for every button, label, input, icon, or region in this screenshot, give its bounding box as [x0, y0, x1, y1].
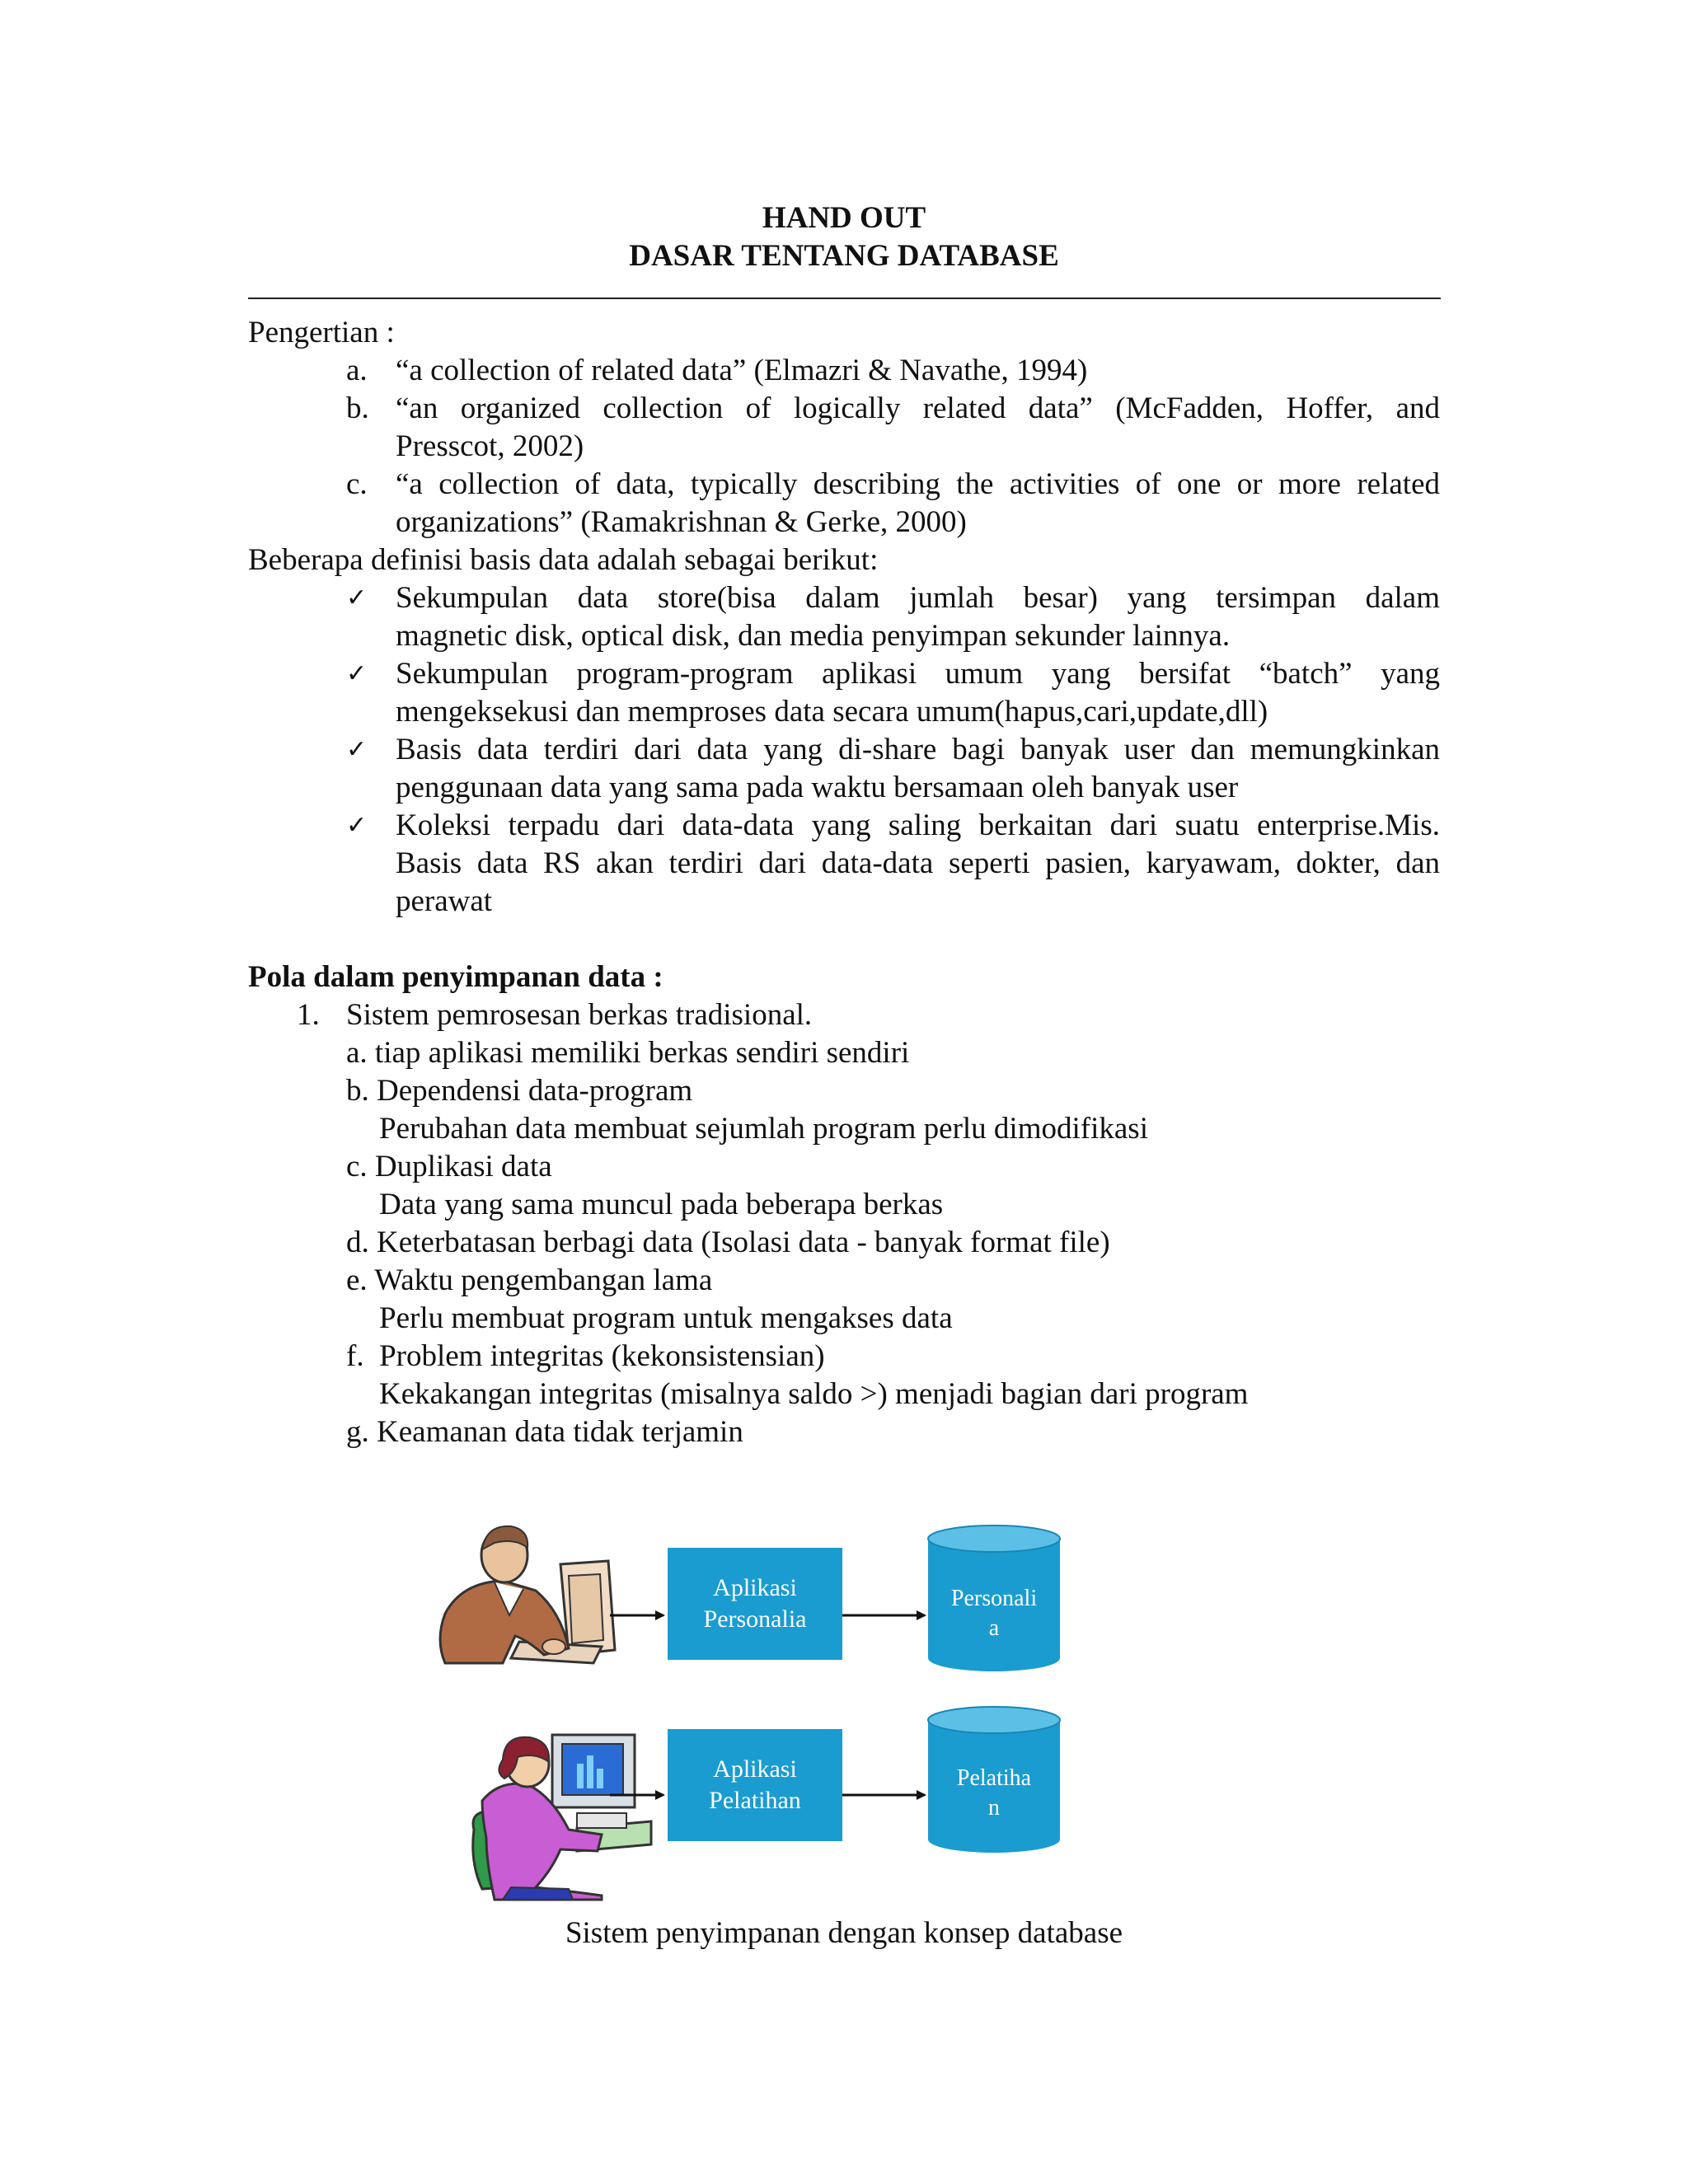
pengertian-marker-c: c. — [346, 467, 368, 501]
check-icon: ✓ — [346, 811, 368, 840]
definisi-item1-line2: magnetic disk, optical disk, dan media penyimpan sekunder lainnya. — [396, 619, 1231, 653]
app1-label-line1: Aplikasi — [713, 1574, 797, 1601]
pola-sub-b: b. Dependensi data-program — [346, 1074, 693, 1108]
db2-label — [928, 1764, 1060, 1823]
pola-sub-e-detail: Perlu membuat program untuk mengakses data — [379, 1301, 953, 1335]
pengertian-item-c-line2: organizations” (Ramakrishnan & Gerke, 2000) — [396, 505, 967, 539]
pola-sub-e: e. Waktu pengembangan lama — [346, 1263, 713, 1297]
definisi-item3-line2: penggunaan data yang sama pada waktu bersamaan oleh banyak user — [396, 771, 1239, 804]
app1-label-line2: Personalia — [703, 1605, 807, 1633]
definisi-item2-line2: mengeksekusi dan memproses data secara umum(hapus,cari,update,dll) — [396, 695, 1268, 729]
check-icon: ✓ — [346, 735, 368, 764]
pola-sub-d: d. Keterbatasan berbagi data (Isolasi data - banyak format file) — [346, 1226, 1110, 1259]
woman-at-computer-icon — [473, 1735, 651, 1900]
pengertian-marker-a: a. — [346, 354, 368, 387]
app2-label-line1: Aplikasi — [713, 1755, 797, 1783]
application-box-pelatihan — [668, 1729, 842, 1841]
db1-label — [928, 1584, 1060, 1643]
pengertian-item-b-line1: “an organized collection of logically related data” (McFadden, Hoffer, and — [396, 391, 1440, 425]
diagram-caption: Sistem penyimpanan dengan konsep database — [565, 1916, 1123, 1950]
application-box-personalia — [668, 1548, 842, 1660]
app2-label-line2: Pelatihan — [709, 1787, 801, 1814]
definisi-item1-line1: Sekumpulan data store(bisa dalam jumlah besar) yang tersimpan dalam — [396, 581, 1440, 615]
pola-sub-c-detail: Data yang sama muncul pada beberapa berkas — [379, 1188, 944, 1221]
check-icon: ✓ — [346, 659, 368, 688]
definisi-item4-line1: Koleksi terpadu dari data-data yang saling berkaitan dari suatu enterprise.Mis. — [396, 808, 1440, 842]
definisi-item2-line1: Sekumpulan program-program aplikasi umum yang bersifat “batch” yang — [396, 657, 1440, 691]
db1-label-line2: a — [988, 1615, 1000, 1641]
pengertian-item-b-line2: Presscot, 2002) — [396, 429, 584, 463]
pengertian-item-a-line1: “a collection of related data” (Elmazri & Navathe, 1994) — [396, 354, 1088, 387]
db2-label-line2: n — [988, 1795, 1000, 1821]
pola-heading: Pola dalam penyimpanan data : — [248, 960, 663, 994]
pola-sub-f-detail: Kekakangan integritas (misalnya saldo >) menjadi bagian dari program — [379, 1377, 1249, 1411]
check-icon: ✓ — [346, 583, 368, 612]
pengertian-heading: Pengertian : — [248, 316, 395, 349]
definisi-item3-line1: Basis data terdiri dari data yang di-share bagi banyak user dan memungkinkan — [396, 733, 1440, 766]
pengertian-marker-b: b. — [346, 391, 369, 425]
man-at-computer-icon — [429, 1525, 626, 1665]
pola-item1-text: Sistem pemrosesan berkas tradisional. — [346, 998, 813, 1032]
db2-label-line1: Pelatiha — [956, 1765, 1032, 1791]
pola-sub-a: a. tiap aplikasi memiliki berkas sendiri sendiri — [346, 1036, 910, 1070]
pola-item1-marker: 1. — [297, 998, 320, 1032]
document-title-line1: HAND OUT — [762, 201, 926, 235]
pengertian-item-c-line1: “a collection of data, typically describing the activities of one or more related — [396, 467, 1440, 501]
pola-sub-g: g. Keamanan data tidak terjamin — [346, 1415, 743, 1449]
definisi-heading: Beberapa definisi basis data adalah sebagai berikut: — [248, 543, 879, 577]
pola-sub-f: f. Problem integritas (kekonsistensian) — [346, 1339, 825, 1373]
definisi-item4-line3: perawat — [396, 884, 493, 918]
document-title-line2: DASAR TENTANG DATABASE — [629, 239, 1059, 273]
definisi-item4-line2: Basis data RS akan terdiri dari data-data seperti pasien, karyawam, dokter, dan — [396, 846, 1440, 880]
db1-label-line1: Personali — [950, 1586, 1038, 1611]
pola-sub-c: c. Duplikasi data — [346, 1150, 552, 1183]
pola-sub-b-detail: Perubahan data membuat sejumlah program perlu dimodifikasi — [379, 1112, 1148, 1146]
